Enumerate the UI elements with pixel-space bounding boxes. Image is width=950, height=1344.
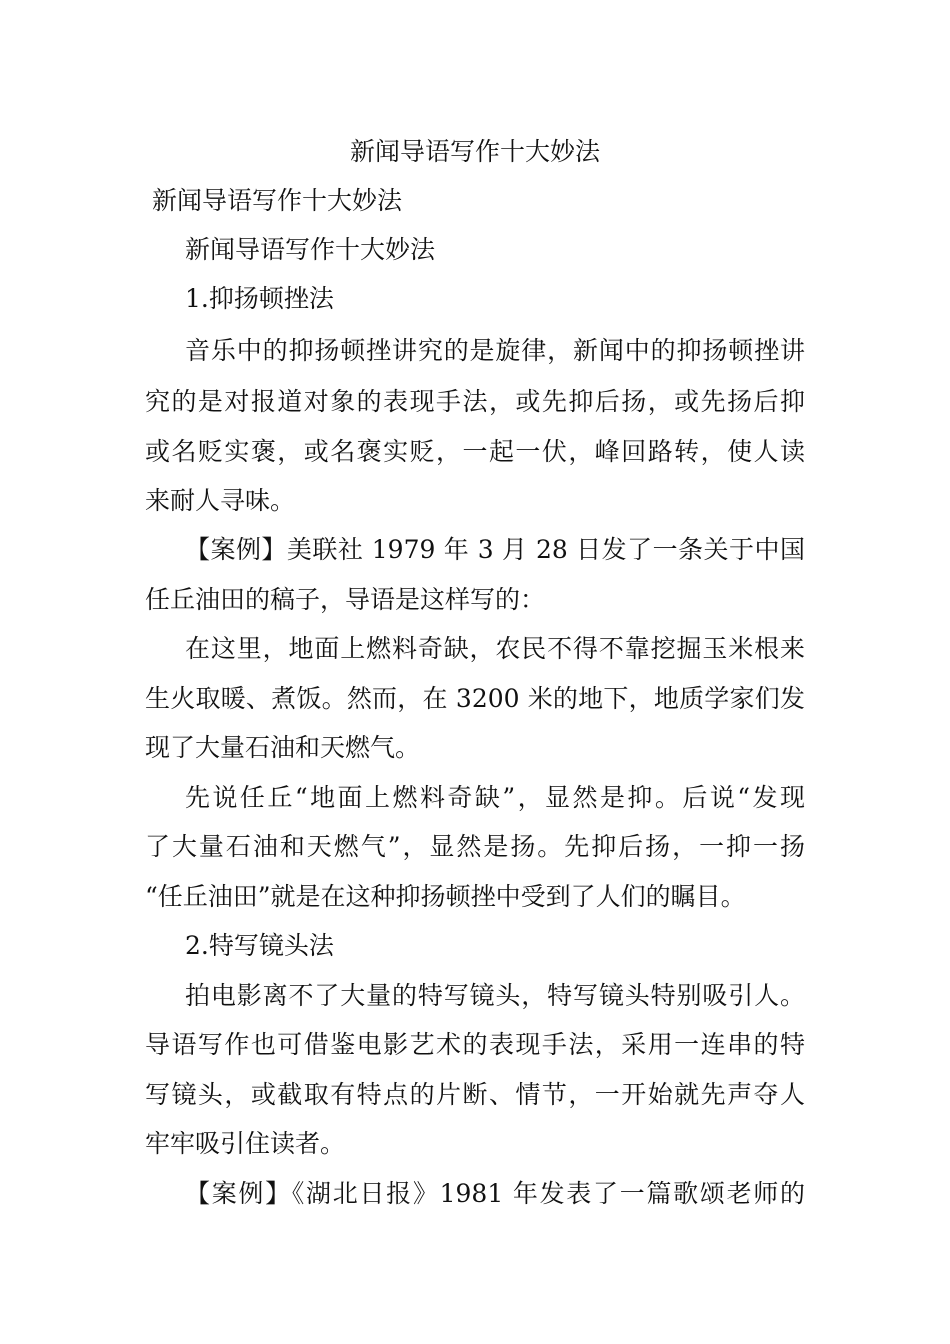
paragraph-line: “任丘油田”就是在这种抑扬顿挫中受到了人们的瞩目。 xyxy=(145,882,746,911)
quote-line: 生火取暖、煮饭。然而，在 3200 米的地下，地质学家们发 xyxy=(145,684,805,713)
paragraph-line: 究的是对报道对象的表现手法，或先抑后扬，或先扬后抑 xyxy=(145,387,805,416)
paragraph-line: 了大量石油和天燃气”，显然是扬。先抑后扬，一抑一扬 xyxy=(145,832,805,861)
quote-line: 现了大量石油和天燃气。 xyxy=(145,733,421,762)
paragraph-line: 任丘油田的稿子，导语是这样写的： xyxy=(145,585,546,614)
method-heading-1: 1.抑扬顿挫法 xyxy=(185,284,334,313)
paragraph-line: 拍电影离不了大量的特写镜头，特写镜头特别吸引人。 xyxy=(185,981,805,1010)
section-heading: 新闻导语写作十大妙法 xyxy=(185,235,436,264)
paragraph-line: 或名贬实褒，或名褒实贬，一起一伏，峰回路转，使人读 xyxy=(145,437,805,466)
paragraph-line: 来耐人寻味。 xyxy=(145,486,296,515)
paragraph-line: 音乐中的抑扬顿挫讲究的是旋律，新闻中的抑扬顿挫讲 xyxy=(185,336,805,365)
paragraph-line: 导语写作也可借鉴电影艺术的表现手法，采用一连串的特 xyxy=(145,1030,805,1059)
case-paragraph-line: 【案例】《湖北日报》1981 年发表了一篇歌颂老师的 xyxy=(185,1179,805,1208)
paragraph-line: 牢牢吸引住读者。 xyxy=(145,1129,346,1158)
paragraph-line: 先说任丘“地面上燃料奇缺”，显然是抑。后说“发现 xyxy=(185,783,805,812)
quote-line: 在这里，地面上燃料奇缺，农民不得不靠挖掘玉米根来 xyxy=(185,634,805,663)
document-title: 新闻导语写作十大妙法 xyxy=(349,137,600,166)
case-paragraph-line: 【案例】美联社 1979 年 3 月 28 日发了一条关于中国 xyxy=(185,535,805,564)
paragraph-line: 写镜头，或截取有特点的片断、情节，一开始就先声夺人 xyxy=(145,1080,805,1109)
document-subtitle: 新闻导语写作十大妙法 xyxy=(152,186,403,215)
method-heading-2: 2.特写镜头法 xyxy=(185,931,334,960)
